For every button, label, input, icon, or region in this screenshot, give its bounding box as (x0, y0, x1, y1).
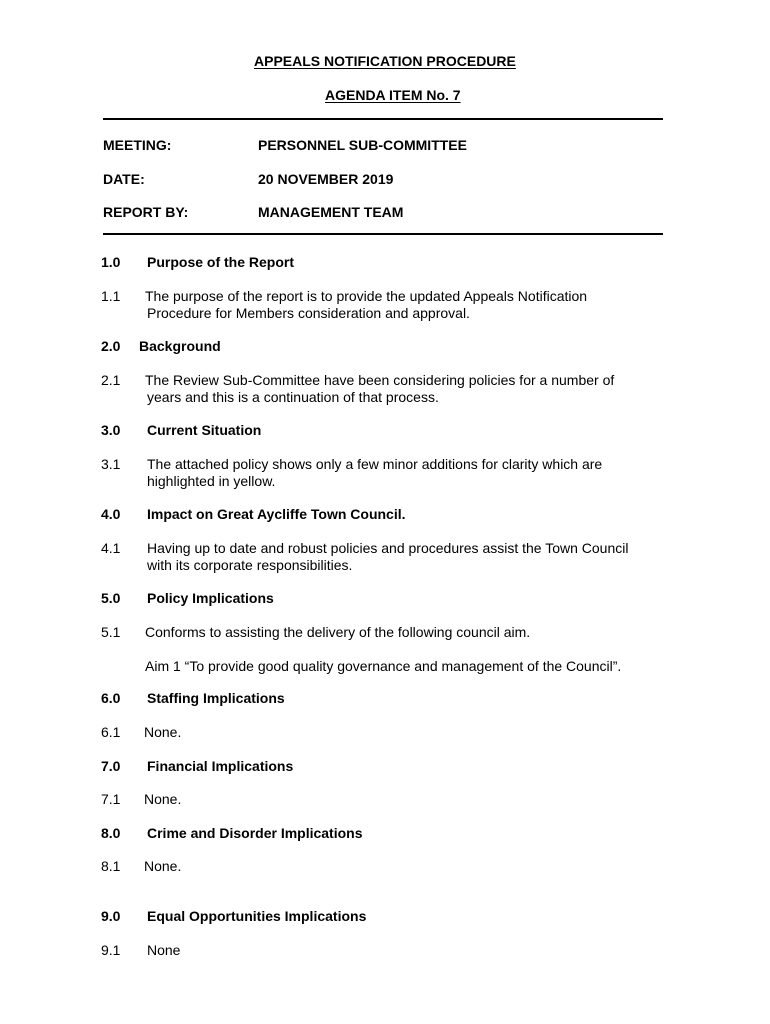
section-heading: Policy Implications (147, 590, 274, 606)
paragraph-number: 9.1 (101, 942, 121, 958)
section-number: 2.0 (101, 338, 121, 354)
paragraph-number: 3.1 (101, 456, 121, 472)
section-heading: Background (139, 338, 221, 354)
paragraph-number: 5.1 (101, 624, 121, 640)
section-heading: Purpose of the Report (147, 254, 295, 270)
bottom-divider (103, 233, 663, 235)
section-number: 5.0 (101, 590, 121, 606)
section-heading: Financial Implications (147, 758, 294, 774)
section-number: 1.0 (101, 254, 121, 270)
report-by-value: MANAGEMENT TEAM (258, 204, 404, 220)
paragraph-text: None. (144, 791, 182, 807)
report-by-label: REPORT BY: (103, 204, 189, 220)
document-title: APPEALS NOTIFICATION PROCEDURE (254, 53, 516, 69)
paragraph-text: Having up to date and robust policies and procedures assist the Town Council (147, 540, 629, 556)
paragraph-number: 6.1 (101, 724, 121, 740)
section-number: 7.0 (101, 758, 121, 774)
meeting-value: PERSONNEL SUB-COMMITTEE (258, 137, 467, 153)
paragraph-text: None. (144, 858, 182, 874)
paragraph-text: None (147, 942, 181, 958)
meeting-label: MEETING: (103, 137, 172, 153)
paragraph-text: The attached policy shows only a few minor additions for clarity which are (147, 456, 603, 472)
section-heading: Equal Opportunities Implications (147, 908, 367, 924)
paragraph-text: highlighted in yellow. (147, 473, 276, 489)
paragraph-number: 2.1 (101, 372, 121, 388)
agenda-item: AGENDA ITEM No. 7 (325, 87, 461, 103)
section-heading: Current Situation (147, 422, 262, 438)
paragraph-text: Procedure for Members consideration and approval. (147, 305, 470, 321)
section-heading: Crime and Disorder Implications (147, 825, 363, 841)
date-value: 20 NOVEMBER 2019 (258, 171, 394, 187)
paragraph-text: None. (144, 724, 182, 740)
paragraph-number: 1.1 (101, 288, 121, 304)
section-number: 6.0 (101, 690, 121, 706)
section-number: 9.0 (101, 908, 121, 924)
council-aim-text: Aim 1 “To provide good quality governance and management of the Council”. (145, 658, 622, 674)
section-number: 4.0 (101, 506, 121, 522)
section-heading: Staffing Implications (147, 690, 285, 706)
paragraph-number: 8.1 (101, 858, 121, 874)
paragraph-text: Conforms to assisting the delivery of the following council aim. (145, 624, 531, 640)
paragraph-text: years and this is a continuation of that process. (147, 389, 439, 405)
section-number: 8.0 (101, 825, 121, 841)
paragraph-text: The Review Sub-Committee have been considering policies for a number of (145, 372, 615, 388)
section-heading: Impact on Great Aycliffe Town Council. (147, 506, 406, 522)
top-divider (103, 118, 663, 120)
paragraph-number: 4.1 (101, 540, 121, 556)
paragraph-number: 7.1 (101, 791, 121, 807)
paragraph-text: with its corporate responsibilities. (147, 557, 353, 573)
section-number: 3.0 (101, 422, 121, 438)
paragraph-text: The purpose of the report is to provide the updated Appeals Notification (145, 288, 588, 304)
date-label: DATE: (103, 171, 145, 187)
